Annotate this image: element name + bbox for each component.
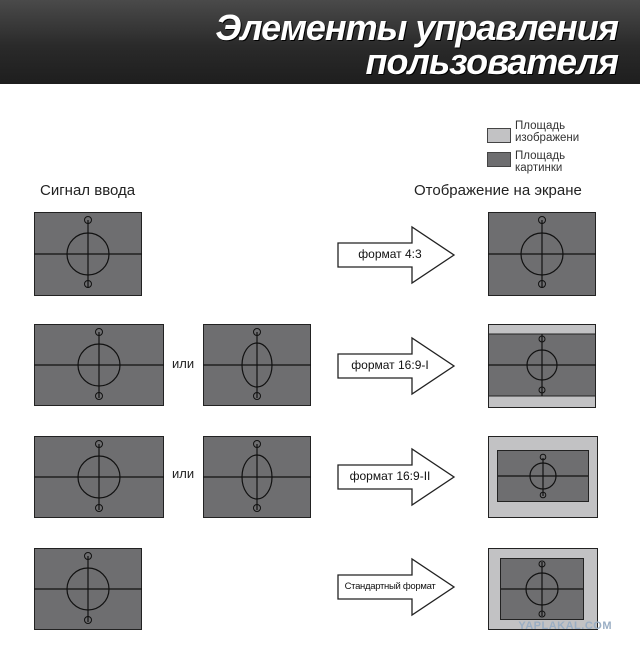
input-frame-16-9-wide — [34, 324, 164, 406]
legend-label-image-area — [515, 120, 579, 144]
screen-display-heading: Отображение на экране — [414, 182, 582, 199]
format-arrow-4-3 — [336, 225, 456, 285]
format-label-16-9-1: формат 16:9-I — [351, 358, 429, 372]
output-frame-4-3 — [488, 212, 596, 296]
legend-picture-line1: Площадь — [515, 150, 566, 162]
format-label-16-9-2: формат 16:9-II — [349, 469, 431, 483]
header-banner — [0, 0, 640, 84]
page-title-line1: Элементы управления — [215, 7, 618, 48]
format-label-standard: Стандартный формат — [344, 581, 436, 592]
output-frame-16-9-1 — [488, 324, 596, 408]
input-frame-16-9-squeezed — [203, 324, 311, 406]
legend-swatch-picture-area — [487, 152, 511, 167]
input-frame-16-9-squeezed-row3 — [203, 436, 311, 518]
legend-image-line1: Площадь — [515, 120, 566, 132]
legend-picture-line2: картинки — [515, 162, 563, 174]
format-arrow-standard — [336, 557, 456, 617]
format-arrow-16-9-1 — [336, 336, 456, 396]
input-frame-16-9-wide-row3 — [34, 436, 164, 518]
format-label-4-3: формат 4:3 — [358, 247, 422, 261]
input-frame-4-3 — [34, 212, 142, 296]
or-label-row2: или — [172, 356, 195, 371]
format-arrow-16-9-2 — [336, 447, 456, 507]
legend-swatch-image-area — [487, 128, 511, 143]
legend-label-picture-area — [515, 150, 565, 174]
output-frame-standard — [488, 548, 598, 630]
output-frame-16-9-2 — [488, 436, 598, 518]
legend-image-line2: изображени — [515, 132, 580, 144]
or-label-row3: или — [172, 466, 195, 481]
page-title-line2: пользователя — [365, 41, 618, 82]
input-frame-standard — [34, 548, 142, 630]
input-signal-heading: Сигнал ввода — [40, 182, 136, 199]
watermark-text: YAPLAKAL.COM — [518, 620, 612, 632]
